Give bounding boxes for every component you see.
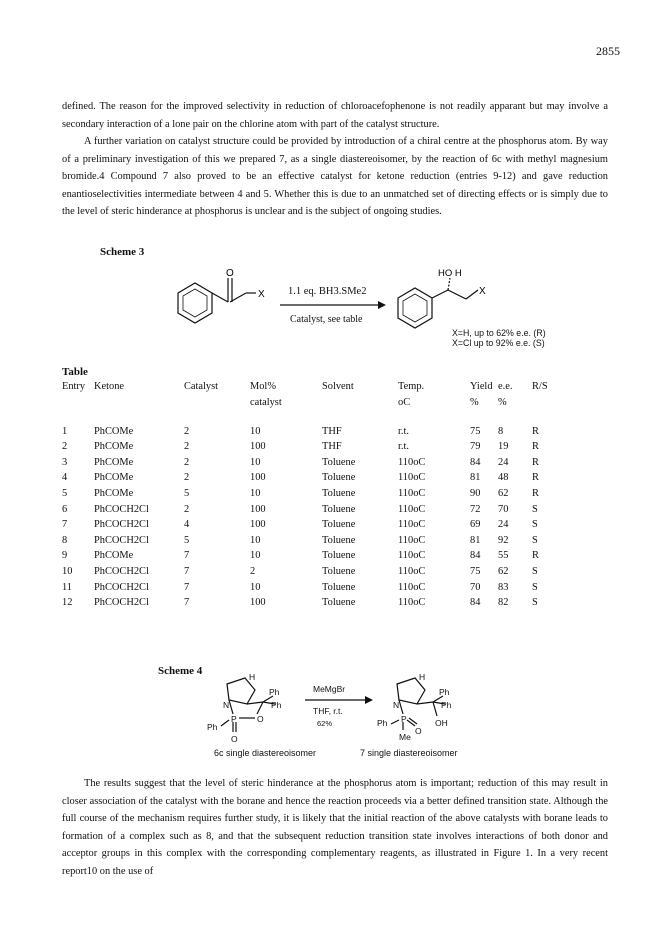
atom-oh-right: OH bbox=[435, 718, 448, 728]
cell-catalyst: 2 bbox=[184, 425, 190, 437]
cell-mol: 100 bbox=[250, 519, 266, 531]
cell-yield: 69 bbox=[470, 519, 481, 531]
cell-rs: R bbox=[532, 487, 539, 499]
cell-temp: r.t. bbox=[398, 425, 409, 437]
paragraph-3: The results suggest that the level of steric hinderance at the phosphorus atom is important; reduction of this may result in closer association of the catalyst with the borane and hence the reaction proceeds via a better defined transition state. Although the full course of the mechanism requires further study, it is likely that the initial reaction of the above catalysts with borane leads to formation of a complex such as 8, and that the subsequent reduction transition state involves interactions of both donor and acceptor groups in this complex with the corresponding complementary reagents, as illustrated in Figure 1. In a very recent report10 on the use of bbox=[62, 778, 608, 877]
cell-rs: S bbox=[532, 597, 538, 609]
bond-ch2-x-right bbox=[466, 290, 478, 299]
arrowhead-4 bbox=[365, 696, 373, 704]
atom-o-dbl-right: O bbox=[415, 726, 422, 736]
atom-h-left: H bbox=[249, 672, 256, 682]
cell-catalyst: 2 bbox=[184, 472, 190, 484]
bond-ring-carbonyl bbox=[212, 293, 228, 302]
cell-entry: 8 bbox=[62, 534, 68, 546]
cell-catalyst: 2 bbox=[184, 456, 190, 468]
table-row bbox=[62, 597, 562, 613]
caption-7: 7 single diastereoisomer bbox=[360, 748, 458, 758]
cell-mol: 10 bbox=[250, 581, 261, 593]
cell-rs: S bbox=[532, 519, 538, 531]
cell-rs: R bbox=[532, 456, 539, 468]
table-row bbox=[62, 472, 562, 488]
cell-catalyst: 5 bbox=[184, 487, 190, 499]
cell-yield: 75 bbox=[470, 425, 481, 437]
cell-entry: 10 bbox=[62, 565, 73, 577]
cell-ketone: PhCOMe bbox=[94, 487, 134, 499]
cell-entry: 11 bbox=[62, 581, 73, 593]
cell-ketone: PhCOMe bbox=[94, 550, 134, 562]
cell-temp: r.t. bbox=[398, 441, 409, 453]
arrowhead-3 bbox=[378, 301, 386, 309]
cell-solvent: Toluene bbox=[322, 487, 356, 499]
cell-catalyst: 7 bbox=[184, 581, 190, 593]
atom-ph-p-left: Ph bbox=[207, 722, 218, 732]
cell-entry: 9 bbox=[62, 550, 68, 562]
subheader-solvent bbox=[322, 397, 398, 415]
cell-ee: 82 bbox=[498, 597, 509, 609]
scheme-3-reagent: 1.1 eq. BH3.SMe2 bbox=[288, 286, 367, 297]
bond-c-o-left bbox=[257, 702, 263, 714]
cell-solvent: Toluene bbox=[322, 456, 356, 468]
atom-x-label-left: X bbox=[258, 289, 265, 300]
cell-ee: 24 bbox=[498, 519, 509, 531]
atom-ph1-right: Ph bbox=[439, 687, 450, 697]
cell-solvent: Toluene bbox=[322, 503, 356, 515]
cell-mol: 100 bbox=[250, 503, 266, 515]
cell-entry: 7 bbox=[62, 519, 68, 531]
cell-ee: 24 bbox=[498, 456, 509, 468]
subheader-rs bbox=[532, 397, 562, 415]
table-row bbox=[62, 426, 562, 442]
subheader-ketone bbox=[94, 397, 184, 415]
subheader-entry bbox=[62, 397, 94, 415]
cell-catalyst: 7 bbox=[184, 597, 190, 609]
table-row bbox=[62, 519, 562, 535]
bond-c-cph2-left bbox=[247, 702, 263, 704]
cell-rs: S bbox=[532, 534, 538, 546]
atom-n-right: N bbox=[393, 700, 400, 710]
cell-mol: 10 bbox=[250, 534, 261, 546]
cell-yield: 81 bbox=[470, 472, 481, 484]
header-ketone: Ketone bbox=[94, 381, 125, 392]
table-row bbox=[62, 582, 562, 598]
cell-yield: 84 bbox=[470, 597, 481, 609]
cell-rs: S bbox=[532, 503, 538, 515]
cell-yield: 72 bbox=[470, 503, 481, 515]
paragraph-1: defined. The reason for the improved selectivity in reduction of chloroacefophenone is not readily apparant but may involve a secondary interaction of a lone pair on the chlorine atom with part of the catalyst structure. bbox=[62, 101, 608, 130]
cell-entry: 5 bbox=[62, 487, 68, 499]
cell-ketone: PhCOCH2Cl bbox=[94, 597, 149, 609]
cell-mol: 100 bbox=[250, 441, 266, 453]
cell-temp: 110oC bbox=[398, 472, 426, 484]
table-row bbox=[62, 457, 562, 473]
table-header-row bbox=[62, 381, 562, 397]
bond-ring-carbinol bbox=[432, 290, 448, 298]
bond-n-p-right bbox=[399, 700, 403, 714]
atom-ph2-left: Ph bbox=[271, 700, 282, 710]
cell-mol: 10 bbox=[250, 456, 261, 468]
cell-entry: 1 bbox=[62, 425, 68, 437]
scheme-4-yield: 62% bbox=[317, 719, 333, 728]
header-rs: R/S bbox=[532, 381, 548, 392]
cell-solvent: Toluene bbox=[322, 519, 356, 531]
subheader-ee: % bbox=[498, 396, 507, 408]
cell-ee: 8 bbox=[498, 425, 504, 437]
cell-solvent: Toluene bbox=[322, 472, 356, 484]
table-row bbox=[62, 441, 562, 457]
cell-rs: R bbox=[532, 441, 539, 453]
cell-mol: 10 bbox=[250, 550, 261, 562]
scheme-4-reagent: MeMgBr bbox=[313, 684, 346, 694]
table-row bbox=[62, 566, 562, 582]
cell-temp: 110oC bbox=[398, 581, 426, 593]
table-row bbox=[62, 550, 562, 566]
cell-solvent: Toluene bbox=[322, 565, 356, 577]
cell-solvent: Toluene bbox=[322, 550, 356, 562]
atom-o-label: O bbox=[226, 268, 234, 279]
scheme-4-label: Scheme 4 bbox=[158, 665, 203, 677]
cell-entry: 6 bbox=[62, 503, 68, 515]
cell-solvent: Toluene bbox=[322, 597, 356, 609]
cell-ketone: PhCOCH2Cl bbox=[94, 534, 149, 546]
bond-carbinol-ch2 bbox=[448, 290, 466, 299]
cell-yield: 70 bbox=[470, 581, 481, 593]
bond-n-p-left bbox=[229, 700, 233, 714]
bond-c-oh-right bbox=[433, 702, 437, 716]
cell-yield: 75 bbox=[470, 565, 481, 577]
cell-catalyst: 5 bbox=[184, 534, 190, 546]
cell-ketone: PhCOCH2Cl bbox=[94, 565, 149, 577]
cell-ketone: PhCOCH2Cl bbox=[94, 581, 149, 593]
cell-temp: 110oC bbox=[398, 597, 426, 609]
caption-6c: 6c single diastereoisomer bbox=[214, 748, 317, 758]
cell-ketone: PhCOMe bbox=[94, 425, 134, 437]
paragraph-2: A further variation on catalyst structure could be provided by introduction of a chiral centre at the phosphorus atom. By way of a preliminary investigation of this we prepared 7, as a single diastereoisomer, by the reaction of 6c with methyl magnesium bromide.4 Compound 7 also proved to be an effective catalyst for ketone reduction (entries 9-12) and gave reduction enantioselectivities intermediate between 4 and 5. Whether this is due to an unmatched set of directing effects or is simply due to the level of steric hinderance at phosphorus is unclear and is the subject of ongoing studies. bbox=[62, 136, 608, 218]
cell-ketone: PhCOCH2Cl bbox=[94, 503, 149, 515]
alcohol-structure bbox=[398, 278, 478, 328]
header-entry: Entry bbox=[62, 381, 86, 392]
scheme-3-note-cl: X=Cl up to 92% e.e. (S) bbox=[452, 338, 545, 348]
scheme-4-structures bbox=[205, 664, 475, 744]
bond-p-ph-left bbox=[221, 720, 229, 726]
bond-p-ph-right bbox=[391, 720, 399, 724]
cell-mol: 100 bbox=[250, 597, 266, 609]
scheme-3-label: Scheme 3 bbox=[100, 246, 145, 258]
atom-n-left: N bbox=[223, 700, 230, 710]
subheader-yield: % bbox=[470, 396, 479, 408]
cell-ee: 62 bbox=[498, 565, 509, 577]
table-row bbox=[62, 535, 562, 551]
atom-p-right: P bbox=[401, 714, 407, 724]
cell-entry: 4 bbox=[62, 472, 68, 484]
cell-temp: 110oC bbox=[398, 503, 426, 515]
cell-mol: 10 bbox=[250, 487, 261, 499]
cell-ketone: PhCOMe bbox=[94, 456, 134, 468]
header-mol: Mol% bbox=[250, 381, 276, 392]
cell-solvent: Toluene bbox=[322, 534, 356, 546]
scheme-3-note-h: X=H, up to 62% e.e. (R) bbox=[452, 328, 546, 338]
ketone-structure bbox=[178, 278, 256, 323]
cell-ketone: PhCOCH2Cl bbox=[94, 519, 149, 531]
cell-entry: 2 bbox=[62, 441, 68, 453]
cell-yield: 84 bbox=[470, 550, 481, 562]
header-yield: Yield bbox=[470, 381, 493, 392]
atom-h-right: H bbox=[419, 672, 426, 682]
cell-yield: 90 bbox=[470, 487, 481, 499]
cell-rs: R bbox=[532, 472, 539, 484]
results-table bbox=[62, 381, 562, 613]
atom-ph-p-right: Ph bbox=[377, 718, 388, 728]
cell-temp: 110oC bbox=[398, 519, 426, 531]
cell-solvent: THF bbox=[322, 425, 342, 437]
cell-catalyst: 4 bbox=[184, 519, 190, 531]
scheme-4-conditions: THF, r.t. bbox=[313, 706, 343, 716]
cell-mol: 2 bbox=[250, 565, 256, 577]
table-subheader-row bbox=[62, 397, 562, 415]
cell-entry: 12 bbox=[62, 597, 73, 609]
header-solvent: Solvent bbox=[322, 381, 354, 392]
cell-catalyst: 2 bbox=[184, 503, 190, 515]
table-row bbox=[62, 488, 562, 504]
cell-rs: S bbox=[532, 581, 538, 593]
cell-temp: 110oC bbox=[398, 550, 426, 562]
cell-ee: 62 bbox=[498, 487, 509, 499]
table-title: Table bbox=[62, 366, 88, 378]
cell-rs: R bbox=[532, 425, 539, 437]
cell-yield: 84 bbox=[470, 456, 481, 468]
cell-temp: 110oC bbox=[398, 456, 426, 468]
cell-temp: 110oC bbox=[398, 487, 426, 499]
cell-yield: 81 bbox=[470, 534, 481, 546]
atom-p-left: P bbox=[231, 714, 237, 724]
cell-mol: 100 bbox=[250, 472, 266, 484]
cell-solvent: Toluene bbox=[322, 581, 356, 593]
cell-mol: 10 bbox=[250, 425, 261, 437]
cell-catalyst: 2 bbox=[184, 441, 190, 453]
table-row bbox=[62, 504, 562, 520]
cell-yield: 79 bbox=[470, 441, 481, 453]
atom-x-label-right: X bbox=[479, 286, 486, 297]
atom-o-ring-left: O bbox=[257, 714, 264, 724]
bond-c-cph2-right bbox=[417, 702, 433, 704]
cell-ee: 83 bbox=[498, 581, 509, 593]
atom-hoh-label: HO H bbox=[438, 268, 462, 279]
subheader-mol: catalyst bbox=[250, 396, 282, 408]
cell-ee: 70 bbox=[498, 503, 509, 515]
header-ee: e.e. bbox=[498, 381, 513, 392]
atom-o-dbl-left: O bbox=[231, 734, 238, 744]
cell-ketone: PhCOMe bbox=[94, 472, 134, 484]
cell-temp: 110oC bbox=[398, 565, 426, 577]
cell-entry: 3 bbox=[62, 456, 68, 468]
subheader-temp: oC bbox=[398, 396, 411, 408]
cell-catalyst: 7 bbox=[184, 550, 190, 562]
cell-ee: 55 bbox=[498, 550, 509, 562]
scheme-3-conditions: Catalyst, see table bbox=[290, 314, 363, 325]
cell-ee: 19 bbox=[498, 441, 509, 453]
subheader-catalyst bbox=[184, 397, 250, 415]
atom-me-right: Me bbox=[399, 732, 411, 742]
benzene-inner-right bbox=[403, 294, 427, 322]
hashed-bond-oh bbox=[448, 278, 450, 290]
atom-ph1-left: Ph bbox=[269, 687, 280, 697]
cell-rs: R bbox=[532, 550, 539, 562]
benzene-inner-left bbox=[183, 289, 207, 317]
cell-temp: 110oC bbox=[398, 534, 426, 546]
page-number: 2855 bbox=[596, 44, 620, 58]
header-catalyst: Catalyst bbox=[184, 381, 219, 392]
header-temp: Temp. bbox=[398, 381, 425, 392]
cell-solvent: THF bbox=[322, 441, 342, 453]
cell-ketone: PhCOMe bbox=[94, 441, 134, 453]
atom-ph2-right: Ph bbox=[441, 700, 452, 710]
cell-rs: S bbox=[532, 565, 538, 577]
cell-ee: 92 bbox=[498, 534, 509, 546]
cell-catalyst: 7 bbox=[184, 565, 190, 577]
cell-ee: 48 bbox=[498, 472, 509, 484]
